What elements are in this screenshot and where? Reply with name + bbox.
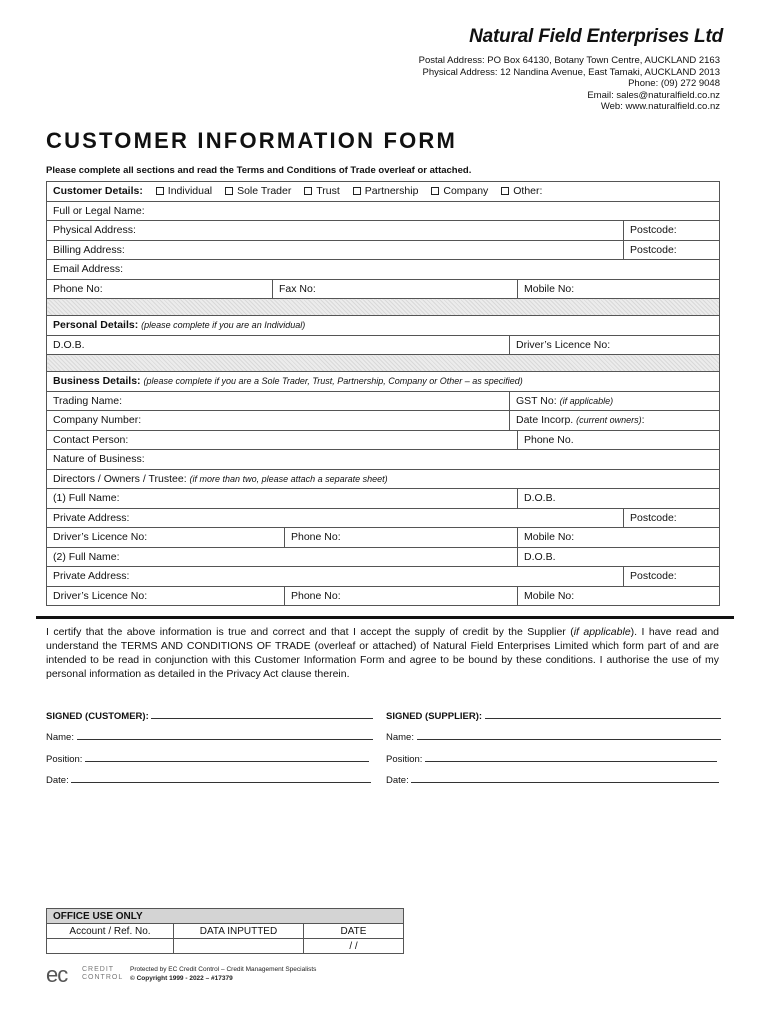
director1-phone-field[interactable]: Phone No: xyxy=(285,528,518,548)
office-data-inputted-field[interactable] xyxy=(174,939,304,954)
checkbox-sole-trader[interactable] xyxy=(225,187,233,195)
gst-number-field[interactable] xyxy=(510,391,720,411)
director2-dob-field[interactable]: D.O.B. xyxy=(518,547,720,567)
office-use-title: OFFICE USE ONLY xyxy=(47,909,404,924)
physical-postcode-field[interactable]: Postcode: xyxy=(624,221,720,241)
customer-mobile-field[interactable]: Mobile No: xyxy=(518,279,720,299)
section-separator-line xyxy=(36,616,734,619)
customer-name-line[interactable] xyxy=(77,731,373,740)
office-use-table xyxy=(46,908,404,954)
office-data-inputted-header: DATA INPUTTED xyxy=(174,924,304,939)
office-date-header: DATE xyxy=(304,924,404,939)
customer-position-label: Position: xyxy=(46,754,83,765)
trading-name-field[interactable]: Trading Name: xyxy=(47,391,510,411)
signed-supplier-line[interactable] xyxy=(485,710,721,719)
office-account-header: Account / Ref. No. xyxy=(47,924,174,939)
signed-customer-label: SIGNED (CUSTOMER): xyxy=(46,711,149,722)
signed-customer-line[interactable] xyxy=(151,710,373,719)
option-partnership-label: Partnership xyxy=(364,185,419,198)
company-email: Email: sales@naturalfield.co.nz xyxy=(587,89,720,101)
supplier-date-row[interactable] xyxy=(386,774,719,786)
billing-postcode-field[interactable]: Postcode: xyxy=(624,240,720,260)
supplier-name-label: Name: xyxy=(386,732,414,743)
director1-full-name-field[interactable]: (1) Full Name: xyxy=(47,489,518,509)
director2-full-name-field[interactable]: (2) Full Name: xyxy=(47,547,518,567)
customer-details-heading: Customer Details: xyxy=(53,185,143,198)
director2-phone-field[interactable]: Phone No: xyxy=(285,586,518,606)
option-company-label: Company xyxy=(443,185,489,198)
certification-statement xyxy=(46,625,719,681)
physical-address: Physical Address: 12 Nandina Avenue, East Tamaki, AUCKLAND 2013 xyxy=(422,66,720,78)
company-phone: Phone: (09) 272 9048 xyxy=(628,78,720,89)
director1-postcode-field[interactable]: Postcode: xyxy=(624,508,720,528)
date-incorp-label: Date Incorp. xyxy=(516,414,574,427)
ec-logo-subtitle xyxy=(82,966,123,982)
supplier-date-label: Date: xyxy=(386,775,409,786)
signed-supplier-row[interactable] xyxy=(386,710,721,722)
checkbox-company[interactable] xyxy=(431,187,439,195)
director1-dob-field[interactable]: D.O.B. xyxy=(518,489,720,509)
footer-text xyxy=(130,966,316,983)
customer-position-row[interactable] xyxy=(46,753,369,765)
directors-label: Directors / Owners / Trustee: xyxy=(53,472,187,485)
supplier-position-line[interactable] xyxy=(425,753,717,762)
signed-customer-row[interactable] xyxy=(46,710,373,722)
personal-details-row xyxy=(47,316,720,336)
personal-details-heading: Personal Details: xyxy=(53,319,139,332)
option-individual-label: Individual xyxy=(167,185,213,198)
director1-private-address-field[interactable]: Private Address: xyxy=(47,508,624,528)
company-address-block xyxy=(419,55,720,113)
option-sole-trader-label: Sole Trader xyxy=(237,185,292,198)
director1-licence-field[interactable]: Driver’s Licence No: xyxy=(47,528,285,548)
physical-address-field[interactable]: Physical Address: xyxy=(47,221,624,241)
ec-logo: ec xyxy=(46,962,68,987)
company-number-field[interactable]: Company Number: xyxy=(47,411,510,431)
customer-name-label: Name: xyxy=(46,732,74,743)
form-title: CUSTOMER INFORMATION FORM xyxy=(46,128,458,153)
personal-licence-field[interactable]: Driver’s Licence No: xyxy=(510,335,720,355)
director2-private-address-field[interactable]: Private Address: xyxy=(47,567,624,587)
director1-mobile-field[interactable]: Mobile No: xyxy=(518,528,720,548)
office-account-field[interactable] xyxy=(47,939,174,954)
customer-information-table xyxy=(46,181,720,606)
section-divider xyxy=(47,299,720,316)
supplier-name-line[interactable] xyxy=(417,731,721,740)
business-details-row xyxy=(47,372,720,392)
checkbox-trust[interactable] xyxy=(304,187,312,195)
full-legal-name-field[interactable]: Full or Legal Name: xyxy=(47,201,720,221)
date-incorporated-field[interactable] xyxy=(510,411,720,431)
section-divider xyxy=(47,355,720,372)
customer-fax-field[interactable]: Fax No: xyxy=(273,279,518,299)
option-other-label: Other: xyxy=(513,185,543,198)
postal-address: Postal Address: PO Box 64130, Botany Town Centre, AUCKLAND 2163 xyxy=(418,55,720,66)
directors-note: (if more than two, please attach a separate sheet) xyxy=(189,473,388,484)
ec-logo-sub-credit: CREDIT xyxy=(82,966,115,973)
checkbox-other[interactable] xyxy=(501,187,509,195)
customer-position-line[interactable] xyxy=(85,753,369,762)
company-name: Natural Field Enterprises Ltd xyxy=(469,26,723,47)
personal-dob-field[interactable]: D.O.B. xyxy=(47,335,510,355)
form-instruction: Please complete all sections and read the Terms and Conditions of Trade overleaf or attached. xyxy=(46,165,472,176)
director2-postcode-field[interactable]: Postcode: xyxy=(624,567,720,587)
certification-text-start: I certify that the above information is true and correct and that I accept the supply of credit by the Supplier ( xyxy=(46,626,574,638)
checkbox-partnership[interactable] xyxy=(353,187,361,195)
company-web: Web: www.naturalfield.co.nz xyxy=(600,101,720,112)
business-details-heading: Business Details: xyxy=(53,375,141,388)
contact-phone-field[interactable]: Phone No. xyxy=(518,430,720,450)
customer-date-line[interactable] xyxy=(71,774,371,783)
gst-label: GST No: xyxy=(516,394,557,407)
footer-protected-line: Protected by EC Credit Control – Credit Management Specialists xyxy=(130,966,317,973)
option-trust-label: Trust xyxy=(316,185,340,198)
date-incorp-note: (current owners) xyxy=(576,415,642,426)
directors-row xyxy=(47,469,720,489)
certification-text-italic: if applicable xyxy=(573,626,631,638)
supplier-position-row[interactable] xyxy=(386,753,717,765)
contact-person-field[interactable]: Contact Person: xyxy=(47,430,518,450)
signed-supplier-label: SIGNED (SUPPLIER): xyxy=(386,711,483,722)
date-incorp-colon: : xyxy=(641,414,645,427)
personal-details-note: (please complete if you are an Individual) xyxy=(141,320,306,331)
customer-name-row[interactable] xyxy=(46,731,373,743)
nature-of-business-field[interactable]: Nature of Business: xyxy=(47,450,720,470)
supplier-position-label: Position: xyxy=(386,754,423,765)
supplier-name-row[interactable] xyxy=(386,731,721,743)
director2-mobile-field[interactable]: Mobile No: xyxy=(518,586,720,606)
billing-address-field[interactable]: Billing Address: xyxy=(47,240,624,260)
checkbox-individual[interactable] xyxy=(156,187,164,195)
business-details-note: (please complete if you are a Sole Trader, Trust, Partnership, Company or Other – as specified) xyxy=(143,376,523,387)
director2-licence-field[interactable]: Driver’s Licence No: xyxy=(47,586,285,606)
customer-details-row xyxy=(47,182,720,202)
certification-text-end: ). I have read and understand the TERMS AND CONDITIONS OF TRADE (overleaf or attached) of Natural Field Enterprises Limited which form part of and are intended to be read in conjunction with this Customer Information Form and agree to be bound by these conditions. I authorise the use of my personal information as detailed in the Privacy Act clause therein. xyxy=(46,626,719,680)
gst-note: (if applicable) xyxy=(559,395,614,406)
customer-date-label: Date: xyxy=(46,775,69,786)
footer-copyright-line: © Copyright 1999 - 2022 – #17379 xyxy=(130,974,233,982)
customer-phone-field[interactable]: Phone No: xyxy=(47,279,273,299)
supplier-date-line[interactable] xyxy=(411,774,719,783)
email-address-field[interactable]: Email Address: xyxy=(47,260,720,280)
office-date-field[interactable]: / / xyxy=(304,939,404,954)
ec-logo-sub-control: CONTROL xyxy=(82,974,124,981)
customer-date-row[interactable] xyxy=(46,774,371,786)
